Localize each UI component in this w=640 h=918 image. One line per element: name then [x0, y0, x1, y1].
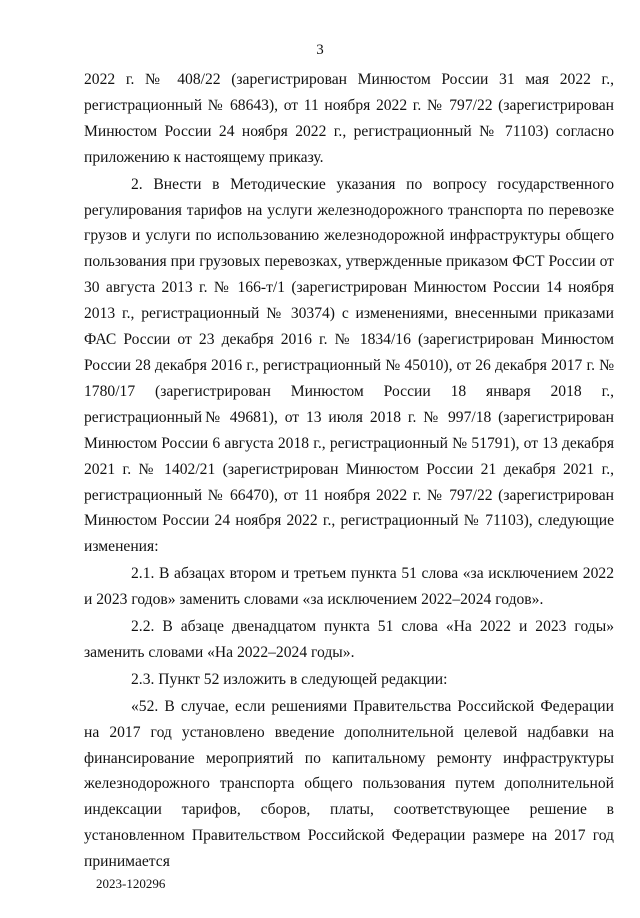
paragraph-item-2: 2. Внести в Методические указания по вопросу государственного регулирования тарифов на услуги железнодорожного транспорта по перевозке грузов и услуги по использованию железнодорожной инфраструктуры общего пользования при грузовых перевозках, утвержденные приказом ФСТ России от 30 августа 2013 г. № 166-т/1 (зарегистрирован Минюстом России 14 ноября 2013 г., регистрационный № 30374) с изменениями, внесенными приказами ФАС России от 23 декабря 2016 г. № 1834/16 (зарегистрирован Минюстом России 28 декабря 2016 г., регистрационный № 45010), от 26 декабря 2017 г. № 1780/17 (зарегистрирован Минюстом России 18 января 2018 г., регистрационный№ 49681), от 13 июля 2018 г. № 997/18 (зарегистрирован Минюстом России 6 августа 2018 г., регистрационный № 51791), от 13 декабря 2021 г. № 1402/21 (зарегистрирован Минюстом России 21 декабря 2021 г., регистрационный № 66470), от 11 ноября 2022 г. № 797/22 (зарегистрирован Минюстом России 24 ноября 2022 г., регистрационный № 71103), следующие изменения: — [84, 175, 614, 556]
document-code: 2023-120296 — [96, 876, 166, 891]
paragraph-item-2-3: 2.3. Пункт 52 изложить в следующей редакции: — [131, 670, 448, 688]
paragraph-item-2-1: 2.1. В абзацах втором и третьем пункта 51 слова «за исключением 2022 и 2023 годов» заменить словами «за исключением 2022–2024 годов». — [84, 565, 614, 609]
document-body — [84, 67, 614, 875]
paragraph-item-2-2: 2.2. В абзаце двенадцатом пункта 51 слова «На 2022 и 2023 годы» заменить словами «На 2022–2024 годы». — [84, 618, 614, 661]
page-number: 3 — [316, 42, 324, 58]
paragraph-item-52: «52. В случае, если решениями Правительства Российской Федерации на 2017 год установлено введение дополнительной целевой надбавки на финансирование мероприятий по капитальному ремонту инфраструктуры железнодорожного транспорта общего пользования путем дополнительной индексации тарифов, сборов, платы, соответствующее решение в установленном Правительством Российской Федерации размере на 2017 год принимается — [84, 697, 614, 871]
paragraph-continuation: 2022 г. № 408/22 (зарегистрирован Минюстом России 31 мая 2022 г., регистрационный № 68643), от 11 ноября 2022 г. № 797/22 (зарегистрирован Минюстом России 24 ноября 2022 г., регистрационный № 71103) согласно приложению к настоящему приказу. — [84, 71, 614, 166]
